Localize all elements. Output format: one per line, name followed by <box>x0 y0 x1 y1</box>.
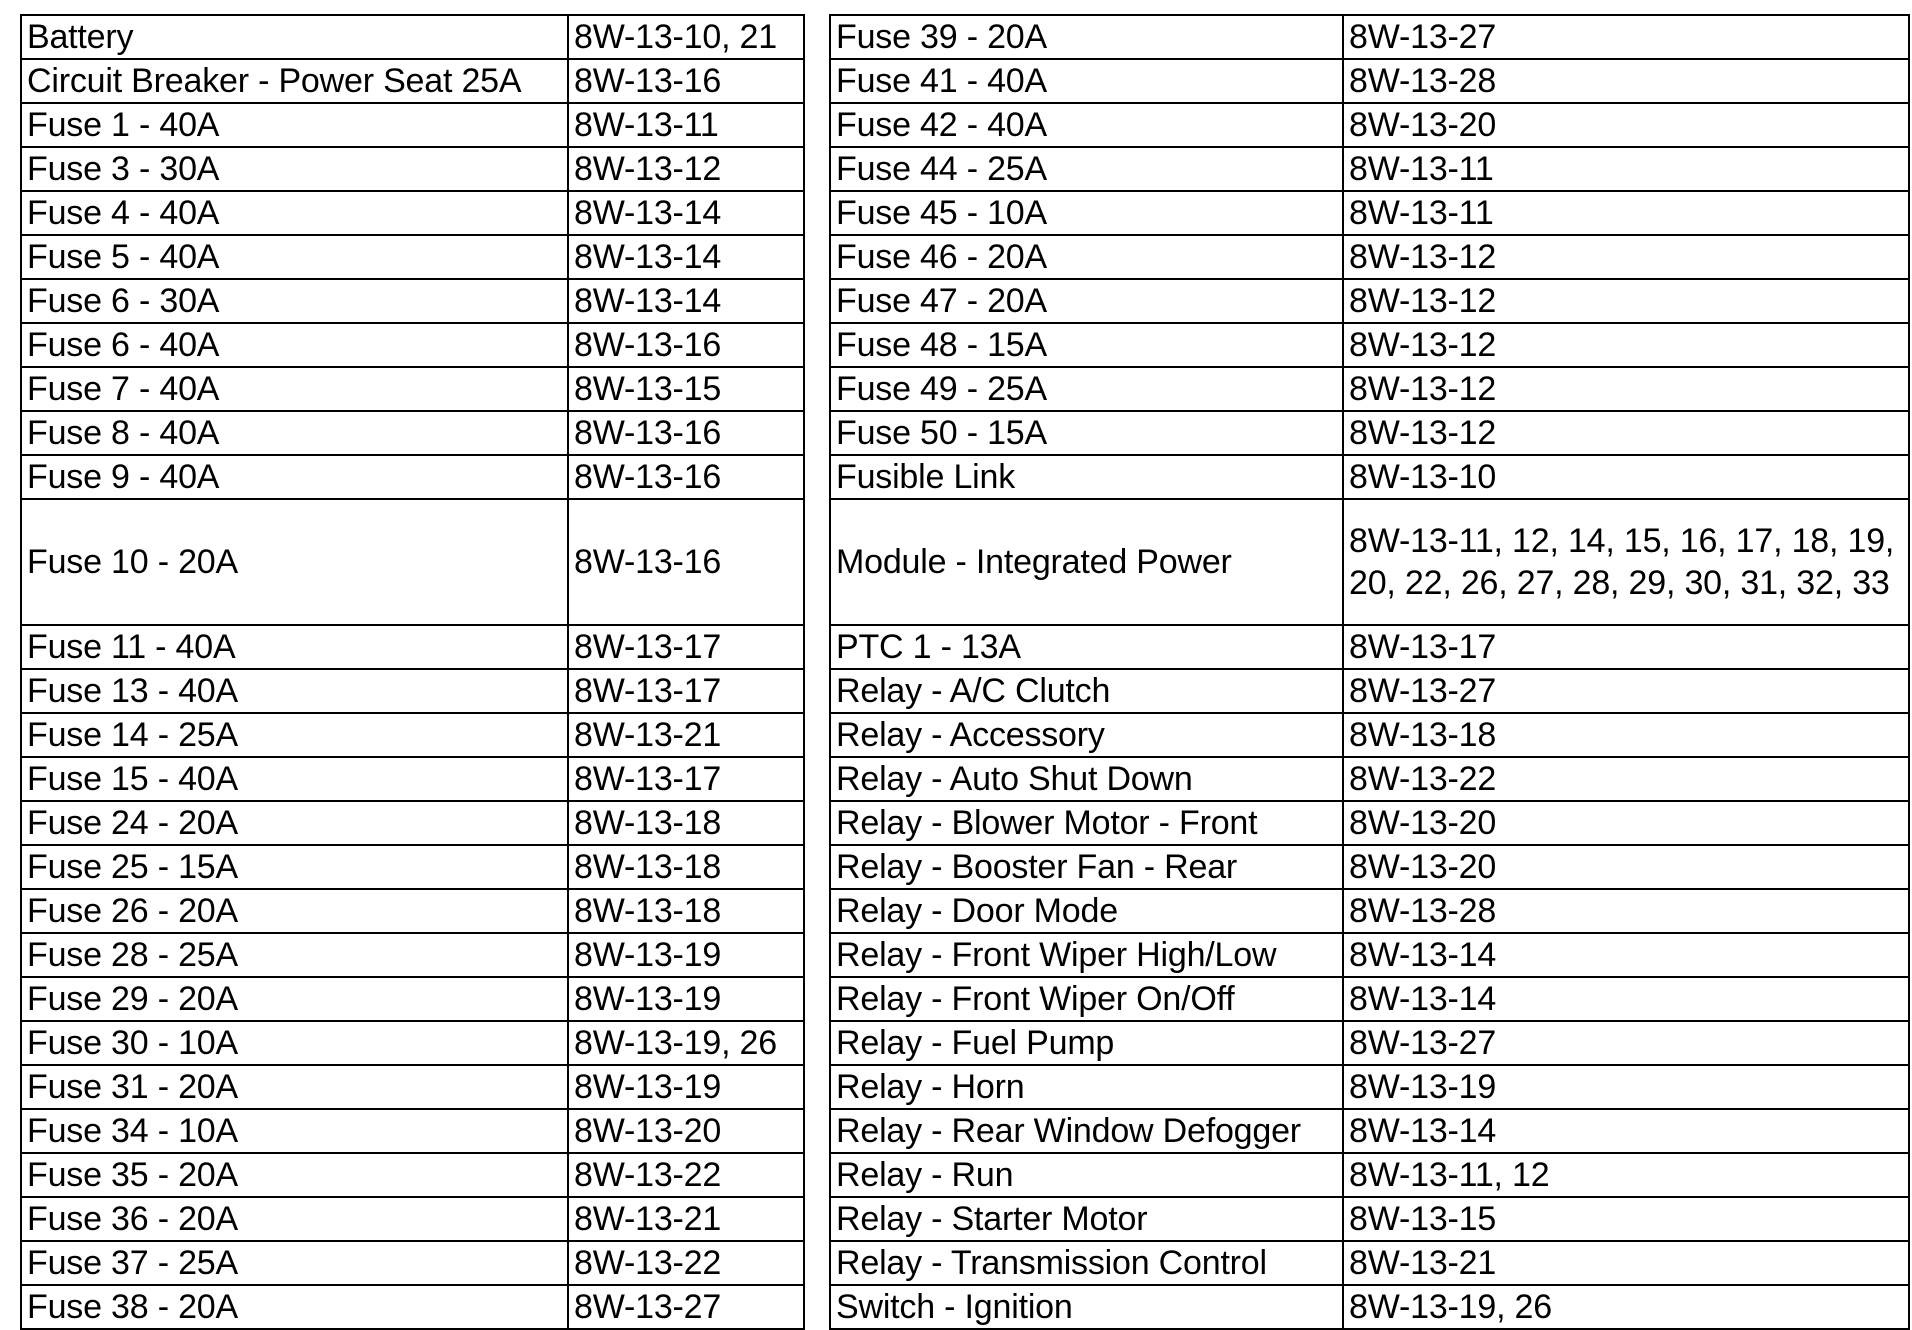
table-row <box>830 757 1909 801</box>
table-row <box>21 103 804 147</box>
wiring-ref-cell: 8W-13-19 <box>1343 1065 1909 1109</box>
wiring-ref-cell: 8W-13-21 <box>568 713 804 757</box>
component-name-cell: Fuse 44 - 25A <box>830 147 1343 191</box>
wiring-ref-cell: 8W-13-12 <box>1343 279 1909 323</box>
wiring-ref-cell: 8W-13-20 <box>1343 845 1909 889</box>
component-name-cell: Fuse 25 - 15A <box>21 845 568 889</box>
component-name-cell: Fuse 13 - 40A <box>21 669 568 713</box>
table-row <box>830 801 1909 845</box>
wiring-ref-cell: 8W-13-14 <box>1343 933 1909 977</box>
component-name-cell: Fuse 7 - 40A <box>21 367 568 411</box>
component-index-sheet <box>20 14 1910 1330</box>
table-row <box>21 15 804 59</box>
component-name-cell: Relay - Starter Motor <box>830 1197 1343 1241</box>
wiring-ref-cell: 8W-13-15 <box>1343 1197 1909 1241</box>
component-name-cell: Battery <box>21 15 568 59</box>
table-row <box>830 235 1909 279</box>
wiring-ref-cell: 8W-13-19 <box>568 977 804 1021</box>
table-row <box>830 59 1909 103</box>
wiring-ref-cell: 8W-13-22 <box>568 1153 804 1197</box>
component-name-cell: Circuit Breaker - Power Seat 25A <box>21 59 568 103</box>
table-row <box>830 625 1909 669</box>
table-row <box>21 1241 804 1285</box>
component-name-cell: Fuse 47 - 20A <box>830 279 1343 323</box>
table-row <box>21 323 804 367</box>
component-name-cell: Relay - Front Wiper High/Low <box>830 933 1343 977</box>
wiring-ref-cell: 8W-13-16 <box>568 411 804 455</box>
component-name-cell: Fuse 6 - 30A <box>21 279 568 323</box>
table-row <box>21 933 804 977</box>
wiring-ref-cell: 8W-13-11 <box>1343 147 1909 191</box>
wiring-ref-cell: 8W-13-19 <box>568 1065 804 1109</box>
wiring-ref-cell: 8W-13-16 <box>568 59 804 103</box>
wiring-ref-cell: 8W-13-27 <box>1343 669 1909 713</box>
component-name-cell: Fuse 42 - 40A <box>830 103 1343 147</box>
component-name-cell: Fuse 48 - 15A <box>830 323 1343 367</box>
component-name-cell: Fuse 14 - 25A <box>21 713 568 757</box>
wiring-ref-cell: 8W-13-12 <box>1343 323 1909 367</box>
wiring-ref-cell: 8W-13-22 <box>568 1241 804 1285</box>
table-row <box>830 1197 1909 1241</box>
wiring-ref-cell: 8W-13-14 <box>568 191 804 235</box>
component-name-cell: Relay - Auto Shut Down <box>830 757 1343 801</box>
component-name-cell: Fuse 26 - 20A <box>21 889 568 933</box>
wiring-ref-cell: 8W-13-20 <box>568 1109 804 1153</box>
table-row <box>21 1153 804 1197</box>
component-name-cell: Fuse 34 - 10A <box>21 1109 568 1153</box>
wiring-ref-cell: 8W-13-18 <box>568 889 804 933</box>
wiring-ref-cell: 8W-13-18 <box>568 801 804 845</box>
component-name-cell: Fuse 24 - 20A <box>21 801 568 845</box>
component-name-cell: Fuse 37 - 25A <box>21 1241 568 1285</box>
wiring-ref-cell: 8W-13-14 <box>568 279 804 323</box>
wiring-ref-cell: 8W-13-28 <box>1343 59 1909 103</box>
table-row <box>21 411 804 455</box>
component-name-cell: Relay - Front Wiper On/Off <box>830 977 1343 1021</box>
wiring-ref-cell: 8W-13-18 <box>1343 713 1909 757</box>
table-row <box>830 933 1909 977</box>
wiring-ref-cell: 8W-13-20 <box>1343 801 1909 845</box>
table-row <box>830 713 1909 757</box>
component-name-cell: Fusible Link <box>830 455 1343 499</box>
table-row <box>21 625 804 669</box>
component-name-cell: Fuse 36 - 20A <box>21 1197 568 1241</box>
table-row <box>830 1153 1909 1197</box>
wiring-ref-cell: 8W-13-12 <box>1343 367 1909 411</box>
component-name-cell: Fuse 3 - 30A <box>21 147 568 191</box>
table-row <box>21 367 804 411</box>
component-name-cell: Fuse 39 - 20A <box>830 15 1343 59</box>
component-name-cell: Fuse 8 - 40A <box>21 411 568 455</box>
table-row <box>830 103 1909 147</box>
component-name-cell: Fuse 5 - 40A <box>21 235 568 279</box>
component-name-cell: Fuse 10 - 20A <box>21 499 568 625</box>
right-index-body <box>830 15 1909 1329</box>
component-name-cell: Switch - Ignition <box>830 1285 1343 1329</box>
table-row <box>21 1109 804 1153</box>
table-row <box>21 235 804 279</box>
right-index-table <box>829 14 1910 1330</box>
component-name-cell: Fuse 29 - 20A <box>21 977 568 1021</box>
component-name-cell: Fuse 50 - 15A <box>830 411 1343 455</box>
wiring-ref-cell: 8W-13-12 <box>568 147 804 191</box>
wiring-ref-cell: 8W-13-27 <box>568 1285 804 1329</box>
component-name-cell: Fuse 45 - 10A <box>830 191 1343 235</box>
wiring-ref-cell: 8W-13-12 <box>1343 235 1909 279</box>
table-row <box>21 279 804 323</box>
wiring-ref-cell: 8W-13-28 <box>1343 889 1909 933</box>
table-row <box>830 191 1909 235</box>
wiring-ref-cell: 8W-13-27 <box>1343 15 1909 59</box>
component-name-cell: Fuse 28 - 25A <box>21 933 568 977</box>
component-name-cell: Fuse 11 - 40A <box>21 625 568 669</box>
wiring-ref-cell: 8W-13-20 <box>1343 103 1909 147</box>
wiring-ref-cell: 8W-13-21 <box>568 1197 804 1241</box>
wiring-ref-cell: 8W-13-11, 12, 14, 15, 16, 17, 18, 19, 20, 22, 26, 27, 28, 29, 30, 31, 32, 33 <box>1343 499 1909 625</box>
component-name-cell: Fuse 41 - 40A <box>830 59 1343 103</box>
table-row <box>830 845 1909 889</box>
wiring-ref-cell: 8W-13-12 <box>1343 411 1909 455</box>
left-index-table <box>20 14 805 1330</box>
wiring-ref-cell: 8W-13-11 <box>1343 191 1909 235</box>
table-row <box>21 1065 804 1109</box>
wiring-ref-cell: 8W-13-17 <box>568 625 804 669</box>
table-row <box>21 455 804 499</box>
table-row <box>21 1021 804 1065</box>
table-row <box>830 279 1909 323</box>
table-row <box>21 713 804 757</box>
component-name-cell: Fuse 46 - 20A <box>830 235 1343 279</box>
wiring-ref-cell: 8W-13-11, 12 <box>1343 1153 1909 1197</box>
component-name-cell: Relay - Transmission Control <box>830 1241 1343 1285</box>
table-row <box>21 1197 804 1241</box>
wiring-ref-cell: 8W-13-17 <box>1343 625 1909 669</box>
wiring-ref-cell: 8W-13-10, 21 <box>568 15 804 59</box>
wiring-ref-cell: 8W-13-27 <box>1343 1021 1909 1065</box>
wiring-ref-cell: 8W-13-17 <box>568 669 804 713</box>
component-name-cell: Fuse 6 - 40A <box>21 323 568 367</box>
wiring-ref-cell: 8W-13-15 <box>568 367 804 411</box>
wiring-ref-cell: 8W-13-19 <box>568 933 804 977</box>
table-row <box>21 757 804 801</box>
table-row <box>21 889 804 933</box>
component-name-cell: Relay - Run <box>830 1153 1343 1197</box>
wiring-ref-cell: 8W-13-14 <box>1343 1109 1909 1153</box>
component-name-cell: Relay - Fuel Pump <box>830 1021 1343 1065</box>
component-name-cell: Fuse 30 - 10A <box>21 1021 568 1065</box>
table-row <box>21 845 804 889</box>
wiring-ref-cell: 8W-13-22 <box>1343 757 1909 801</box>
component-name-cell: Relay - Rear Window Defogger <box>830 1109 1343 1153</box>
wiring-ref-cell: 8W-13-19, 26 <box>1343 1285 1909 1329</box>
component-name-cell: Fuse 1 - 40A <box>21 103 568 147</box>
table-row <box>830 411 1909 455</box>
wiring-ref-cell: 8W-13-21 <box>1343 1241 1909 1285</box>
table-row <box>21 499 804 625</box>
component-name-cell: Relay - Accessory <box>830 713 1343 757</box>
component-name-cell: Relay - Door Mode <box>830 889 1343 933</box>
table-row <box>830 977 1909 1021</box>
wiring-ref-cell: 8W-13-16 <box>568 455 804 499</box>
table-row <box>21 191 804 235</box>
table-row <box>21 977 804 1021</box>
component-name-cell: Relay - Horn <box>830 1065 1343 1109</box>
table-row <box>830 1021 1909 1065</box>
component-name-cell: PTC 1 - 13A <box>830 625 1343 669</box>
component-name-cell: Fuse 49 - 25A <box>830 367 1343 411</box>
component-name-cell: Fuse 35 - 20A <box>21 1153 568 1197</box>
component-name-cell: Fuse 15 - 40A <box>21 757 568 801</box>
wiring-ref-cell: 8W-13-16 <box>568 323 804 367</box>
component-name-cell: Fuse 38 - 20A <box>21 1285 568 1329</box>
table-row <box>830 889 1909 933</box>
table-row <box>830 1065 1909 1109</box>
table-row <box>830 323 1909 367</box>
component-name-cell: Module - Integrated Power <box>830 499 1343 625</box>
table-row <box>830 1109 1909 1153</box>
wiring-ref-cell: 8W-13-14 <box>568 235 804 279</box>
component-name-cell: Fuse 9 - 40A <box>21 455 568 499</box>
wiring-ref-cell: 8W-13-14 <box>1343 977 1909 1021</box>
table-row <box>830 1285 1909 1329</box>
component-name-cell: Fuse 4 - 40A <box>21 191 568 235</box>
table-row <box>830 15 1909 59</box>
table-row <box>830 455 1909 499</box>
table-row <box>21 147 804 191</box>
wiring-ref-cell: 8W-13-19, 26 <box>568 1021 804 1065</box>
table-row <box>830 499 1909 625</box>
table-row <box>830 669 1909 713</box>
wiring-ref-cell: 8W-13-17 <box>568 757 804 801</box>
component-name-cell: Relay - A/C Clutch <box>830 669 1343 713</box>
component-name-cell: Relay - Blower Motor - Front <box>830 801 1343 845</box>
table-row <box>830 147 1909 191</box>
left-index-body <box>21 15 804 1329</box>
wiring-ref-cell: 8W-13-11 <box>568 103 804 147</box>
table-row <box>21 59 804 103</box>
component-name-cell: Relay - Booster Fan - Rear <box>830 845 1343 889</box>
table-row <box>830 367 1909 411</box>
wiring-ref-cell: 8W-13-18 <box>568 845 804 889</box>
component-name-cell: Fuse 31 - 20A <box>21 1065 568 1109</box>
wiring-ref-cell: 8W-13-16 <box>568 499 804 625</box>
table-row <box>21 801 804 845</box>
wiring-ref-cell: 8W-13-10 <box>1343 455 1909 499</box>
table-row <box>21 1285 804 1329</box>
table-row <box>830 1241 1909 1285</box>
table-row <box>21 669 804 713</box>
